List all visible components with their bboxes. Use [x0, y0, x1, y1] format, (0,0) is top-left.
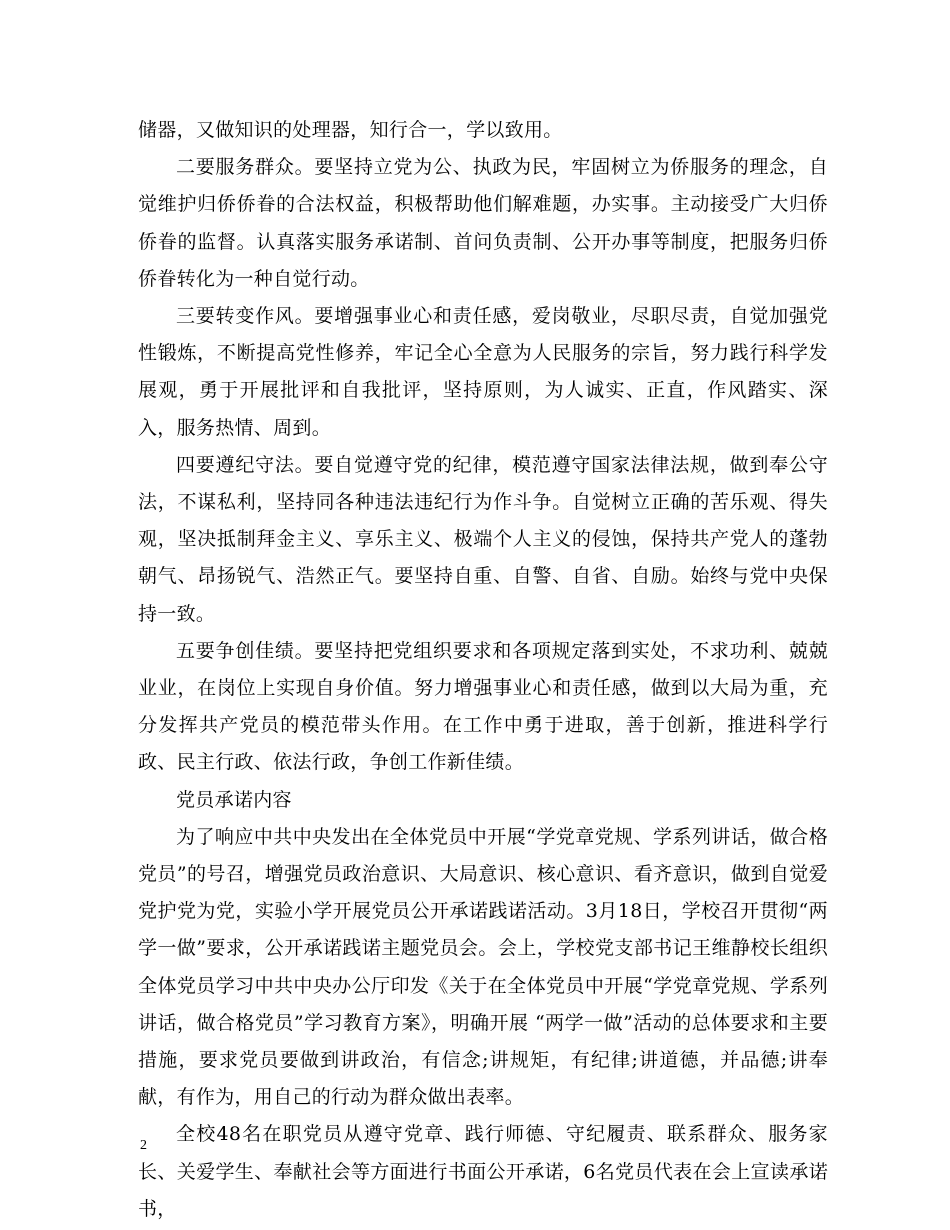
document-body [138, 112, 828, 1228]
paragraph-public-pledge: 全校48名在职党员从遵守党章、践行师德、守纪履责、联系群众、服务家长、关爱学生、奉献社会等方面进行书面公开承诺，6名党员代表在会上宣读承诺书， [138, 1123, 828, 1220]
paragraph-pledge-activity: 为了响应中共中央发出在全体党员中开展“学党章党规、学系列讲话，做合格党员”的号召，增强党员政治意识、大局意识、核心意识、看齐意识，做到自觉爱党护党为党，实验小学开展党员公开承诺践诺活动。3月18日，学校召开贯彻“两学一做”要求，公开承诺践诺主题党员会。会上，学校党支部书记王维静校长组织全体党员学习中共中央办公厅印发《关于在全体党员中开展“学党章党规、学系列讲话，做合格党员”学习教育方案》，明确开展 “两学一做”活动的总体要求和主要措施，要求党员要做到讲政治，有信念;讲规矩，有纪律;讲道德，并品德;讲奉献，有作为，用自己的行动为群众做出表率。 [138, 825, 828, 1109]
paragraph-strive-excellence: 五要争创佳绩。要坚持把党组织要求和各项规定落到实处，不求功利、兢兢业业，在岗位上实现自身价值。努力增强事业心和责任感，做到以大局为重，充分发挥共产党员的模范带头作用。在工作中勇于进取，善于创新，推进科学行政、民主行政、依法行政，争创工作新佳绩。 [138, 639, 828, 774]
paragraph-change-style: 三要转变作风。要增强事业心和责任感，爱岗敬业，尽职尽责，自觉加强党性锻炼，不断提高党性修养，牢记全心全意为人民服务的宗旨，努力践行科学发展观，勇于开展批评和自我批评，坚持原则，为人诚实、正直，作风踏实、深入，服务热情、周到。 [138, 305, 828, 439]
paragraph-obey-law: 四要遵纪守法。要自觉遵守党的纪律，模范遵守国家法律法规，做到奉公守法，不谋私利，坚持同各种违法违纪行为作斗争。自觉树立正确的苦乐观、得失观，坚决抵制拜金主义、享乐主义、极端个人主义的侵蚀，保持共产党人的蓬勃朝气、昂扬锐气、浩然正气。要坚持自重、自警、自省、自励。始终与党中央保持一致。 [138, 453, 828, 625]
paragraph-continuation: 储器，又做知识的处理器，知行合一，学以致用。 [138, 119, 563, 141]
section-heading: 党员承诺内容 [176, 788, 292, 811]
paragraph-serve-masses: 二要服务群众。要坚持立党为公、执政为民，牢固树立为侨服务的理念，自觉维护归侨侨眷的合法权益，积极帮助他们解难题，办实事。主动接受广大归侨侨眷的监督。认真落实服务承诺制、首问负责制、公开办事等制度，把服务归侨侨眷转化为一种自觉行动。 [138, 156, 828, 290]
page-number: 2 [140, 1138, 147, 1153]
